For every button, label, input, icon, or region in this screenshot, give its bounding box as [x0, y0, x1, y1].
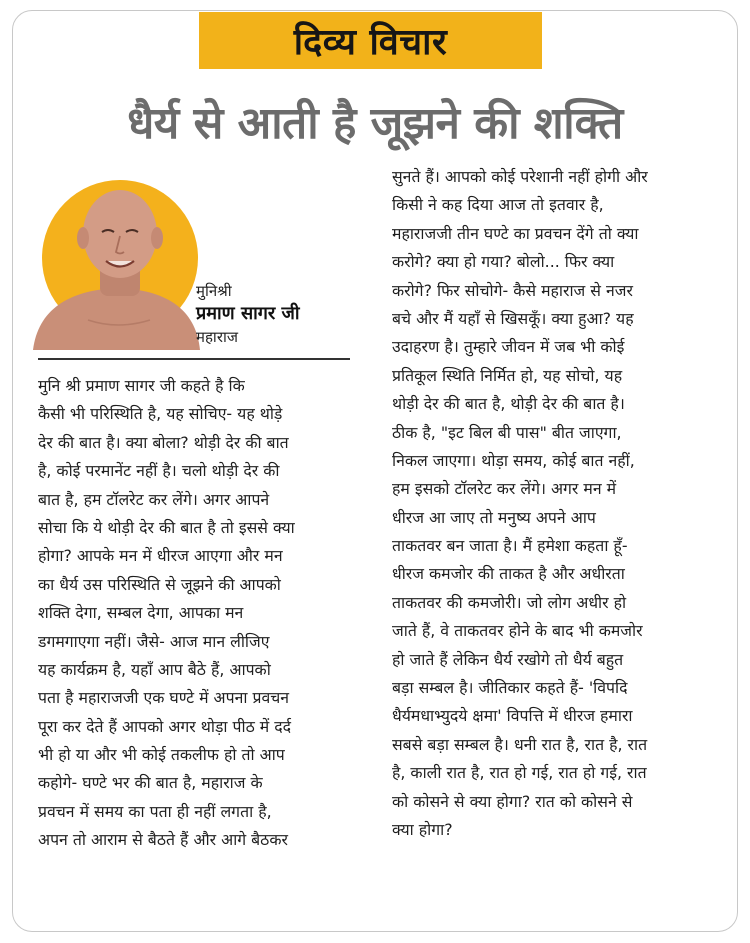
article-line: ताकतवर की कमजोरी। जो लोग अधीर हो — [392, 592, 627, 612]
article-line: देर की बात है। क्या बोला? थोड़ी देर की बात — [38, 432, 289, 452]
portrait-ear — [151, 227, 163, 249]
article-line: क्या होगा? — [392, 819, 453, 839]
byline-divider — [38, 358, 350, 360]
article-line: यह कार्यक्रम है, यहाँ आप बैठे हैं, आपको — [38, 659, 271, 679]
article-line: बचे और मैं यहाँ से खिसकूँ। क्या हुआ? यह — [392, 308, 634, 328]
article-line: बड़ा सम्बल है। जीतिकार कहते हैं- 'विपदि — [392, 678, 628, 698]
author-name: प्रमाण सागर जी — [196, 303, 300, 324]
article-line: सुनते हैं। आपको कोई परेशानी नहीं होगी और — [392, 167, 648, 186]
article-line: धैर्यमधाभ्युदये क्षमा' विपत्ति में धीरज हमारा — [392, 706, 633, 726]
article-line: पता है महाराजजी एक घण्टे में अपना प्रवचन — [38, 688, 290, 708]
article-line: सोचा कि ये थोड़ी देर की बात है तो इससे क्या — [38, 517, 295, 537]
author-prefix: मुनिश्री — [196, 282, 232, 300]
article-line: हम इसको टॉलरेट कर लेंगे। अगर मन में — [392, 479, 617, 499]
article-column-left — [38, 372, 368, 855]
author-suffix: महाराज — [196, 328, 238, 346]
section-banner — [199, 12, 542, 69]
author-byline — [196, 280, 356, 348]
article-line: प्रतिकूल स्थिति निर्मित हो, यह सोचो, यह — [392, 365, 623, 385]
article-line: का धैर्य उस परिस्थिति से जूझने की आपको — [38, 574, 281, 594]
article-line: करोगे? फिर सोचोगे- कैसे महाराज से नजर — [392, 280, 633, 300]
article-line: किसी ने कह दिया आज तो इतवार है, — [392, 195, 604, 215]
article-line: बात है, हम टॉलरेट कर लेंगे। अगर आपने — [38, 489, 270, 509]
article-line: शक्ति देगा, सम्बल देगा, आपका मन — [38, 603, 244, 623]
article-line: मुनि श्री प्रमाण सागर जी कहते है कि — [38, 376, 245, 395]
article-line: थोड़ी देर की बात है, थोड़ी देर की बात है। — [392, 394, 625, 414]
article-line: ठीक है, "इट बिल बी पास" बीत जाएगा, — [392, 422, 622, 442]
article-line: जाते हैं, वे ताकतवर होने के बाद भी कमजोर — [392, 621, 643, 641]
headline: धैर्य से आती है जूझने की शक्ति — [127, 98, 623, 149]
article-line: धीरज कमजोर की ताकत है और अधीरता — [392, 564, 625, 584]
article-line: डगमगाएगा नहीं। जैसे- आज मान लीजिए — [38, 631, 270, 651]
article-line: होगा? आपके मन में धीरज आएगा और मन — [38, 546, 283, 566]
article-line: पूरा कर देते हैं आपको अगर थोड़ा पीठ में दर्द — [38, 716, 292, 736]
article-line: कहोगे- घण्टे भर की बात है, महाराज के — [38, 773, 263, 793]
article-line: प्रवचन में समय का पता ही नहीं लगता है, — [38, 801, 272, 821]
article-line: उदाहरण है। तुम्हारे जीवन में जब भी कोई — [392, 337, 625, 357]
article-line: भी हो या और भी कोई तकलीफ हो तो आप — [38, 745, 285, 765]
author-photo — [28, 160, 203, 350]
portrait-ear — [77, 227, 89, 249]
article-line: है, कोई परमानेंट नहीं है। चलो थोड़ी देर की — [38, 461, 280, 481]
article-line: हो जाते हैं लेकिन धैर्य रखोगे तो धैर्य बहुत — [392, 649, 624, 669]
section-title: दिव्य विचार — [293, 22, 448, 63]
article-line: अपन तो आराम से बैठते हैं और आगे बैठकर — [38, 830, 288, 850]
article-line: निकल जाएगा। थोड़ा समय, कोई बात नहीं, — [392, 450, 635, 470]
article-line: करोगे? क्या हो गया? बोलो... फिर क्या — [392, 252, 615, 272]
article-line: सबसे बड़ा सम्बल है। धनी रात है, रात है, रात — [392, 734, 648, 754]
article-line: कैसी भी परिस्थिति है, यह सोचिए- यह थोड़े — [38, 404, 283, 424]
article-line: है, काली रात है, रात हो गई, रात हो गई, रात — [392, 763, 647, 783]
portrait-illustration — [28, 160, 203, 350]
article-line: धीरज आ जाए तो मनुष्य अपने आप — [392, 507, 596, 527]
article-line: महाराजजी तीन घण्टे का प्रवचन देंगे तो क्या — [392, 223, 639, 243]
article-line: ताकतवर बन जाता है। मैं हमेशा कहता हूँ- — [392, 536, 628, 556]
article-line: को कोसने से क्या होगा? रात को कोसने से — [392, 791, 633, 811]
article-column-right — [392, 163, 732, 844]
